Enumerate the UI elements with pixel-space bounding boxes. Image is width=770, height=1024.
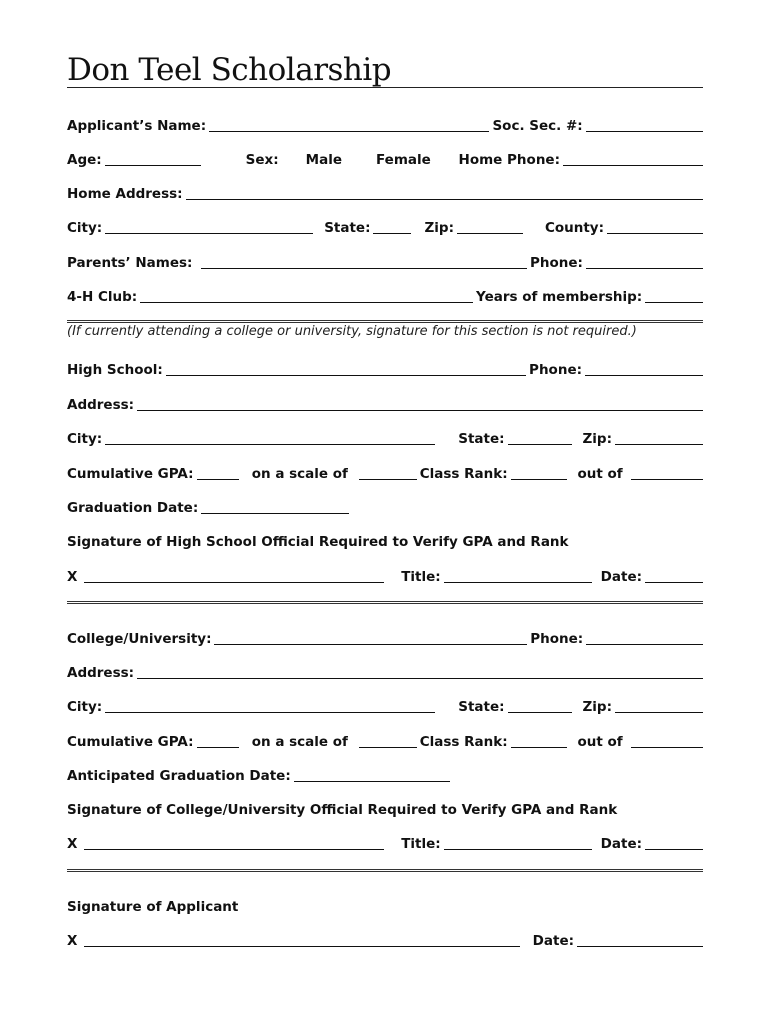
city-field[interactable]	[105, 221, 313, 234]
applicant-date-label: Date:	[532, 933, 574, 949]
section-divider-college	[67, 869, 703, 872]
applicant-signature-field[interactable]	[84, 934, 520, 947]
college-outof-label: out of	[577, 734, 623, 750]
college-date-label: Date:	[600, 836, 642, 852]
applicant-signature-heading: Signature of Applicant	[67, 899, 239, 915]
hs-outof-label: out of	[577, 466, 623, 482]
hs-gpa-field[interactable]	[197, 467, 240, 480]
row-club-years	[67, 285, 703, 305]
row-home-address	[67, 182, 703, 202]
hs-zip-label: Zip:	[582, 431, 612, 447]
hs-scale-label: on a scale of	[251, 466, 348, 482]
hs-title-label: Title:	[401, 569, 441, 585]
college-state-field[interactable]	[508, 700, 572, 713]
form-title: Don Teel Scholarship	[67, 52, 392, 88]
row-college-gpa-rank	[67, 730, 703, 750]
county-label: County:	[544, 220, 604, 236]
row-hs-city-state-zip	[67, 427, 703, 447]
age-field[interactable]	[105, 153, 201, 166]
row-applicant-signature	[67, 929, 703, 949]
college-phone-label: Phone:	[530, 631, 584, 647]
hs-graduation-label: Graduation Date:	[67, 500, 199, 516]
row-hs-signature	[67, 565, 703, 585]
row-applicant-name	[67, 114, 703, 134]
college-x-label: X	[67, 836, 78, 852]
title-underline	[67, 87, 703, 88]
hs-phone-label: Phone:	[529, 362, 582, 378]
form-header	[67, 50, 703, 90]
college-address-label: Address:	[67, 665, 135, 681]
college-note: (If currently attending a college or university, signature for this section is not required.)	[67, 324, 637, 339]
high-school-field[interactable]	[166, 363, 526, 376]
row-college-graduation	[67, 764, 703, 784]
applicant-date-field[interactable]	[577, 934, 703, 947]
hs-gpa-label: Cumulative GPA:	[67, 466, 194, 482]
college-city-field[interactable]	[105, 700, 435, 713]
hs-scale-field[interactable]	[359, 467, 417, 480]
home-phone-label: Home Phone:	[458, 152, 560, 168]
home-address-label: Home Address:	[67, 186, 183, 202]
state-field[interactable]	[373, 221, 411, 234]
parents-names-field[interactable]	[201, 256, 527, 269]
hs-graduation-field[interactable]	[201, 501, 349, 514]
row-city-state-zip-county	[67, 216, 703, 236]
high-school-label: High School:	[67, 362, 163, 378]
college-state-label: State:	[458, 699, 505, 715]
hs-phone-field[interactable]	[585, 363, 703, 376]
hs-address-label: Address:	[67, 397, 135, 413]
hs-state-label: State:	[458, 431, 505, 447]
college-scale-field[interactable]	[359, 735, 417, 748]
college-date-field[interactable]	[645, 837, 703, 850]
hs-address-field[interactable]	[137, 398, 703, 411]
hs-zip-field[interactable]	[615, 432, 703, 445]
college-title-field[interactable]	[444, 837, 592, 850]
row-college-signature	[67, 832, 703, 852]
row-hs-gpa-rank	[67, 462, 703, 482]
row-hs-address	[67, 393, 703, 413]
parents-names-label: Parents’ Names:	[67, 255, 193, 271]
ssn-field[interactable]	[586, 119, 703, 132]
college-outof-field[interactable]	[631, 735, 703, 748]
hs-title-field[interactable]	[444, 570, 592, 583]
years-membership-label: Years of membership:	[476, 289, 643, 305]
college-field[interactable]	[214, 632, 527, 645]
sex-label: Sex:	[245, 152, 279, 168]
row-hs-graduation	[67, 496, 703, 516]
row-high-school	[67, 358, 703, 378]
college-city-label: City:	[67, 699, 103, 715]
applicant-name-field[interactable]	[209, 119, 489, 132]
applicant-name-label: Applicant’s Name:	[67, 118, 207, 134]
hs-city-field[interactable]	[105, 432, 435, 445]
row-parents-phone	[67, 251, 703, 271]
row-college	[67, 627, 703, 647]
club-field[interactable]	[140, 290, 473, 303]
college-signature-field[interactable]	[84, 837, 384, 850]
college-signature-heading: Signature of College/University Official Required to Verify GPA and Rank	[67, 802, 618, 818]
college-scale-label: on a scale of	[251, 734, 348, 750]
ssn-label: Soc. Sec. #:	[492, 118, 583, 134]
parents-phone-field[interactable]	[586, 256, 703, 269]
parents-phone-label: Phone:	[529, 255, 583, 271]
section-divider-hs	[67, 601, 703, 604]
hs-date-field[interactable]	[645, 570, 703, 583]
sex-option-female[interactable]: Female	[376, 152, 431, 168]
hs-signature-heading: Signature of High School Official Required to Verify GPA and Rank	[67, 534, 569, 550]
college-zip-field[interactable]	[615, 700, 703, 713]
applicant-x-label: X	[67, 933, 78, 949]
row-college-sig-heading	[67, 798, 703, 818]
row-college-city-state-zip	[67, 695, 703, 715]
county-field[interactable]	[607, 221, 703, 234]
state-label: State:	[324, 220, 371, 236]
sex-option-male[interactable]: Male	[305, 152, 342, 168]
hs-rank-label: Class Rank:	[419, 466, 508, 482]
home-phone-field[interactable]	[563, 153, 703, 166]
college-gpa-field[interactable]	[197, 735, 240, 748]
section-divider	[67, 320, 703, 323]
row-applicant-sig-heading	[67, 895, 703, 915]
zip-field[interactable]	[457, 221, 523, 234]
college-title-label: Title:	[401, 836, 441, 852]
row-age-sex-phone	[67, 148, 703, 168]
row-hs-sig-heading	[67, 530, 703, 550]
years-membership-field[interactable]	[645, 290, 703, 303]
age-label: Age:	[67, 152, 102, 168]
hs-state-field[interactable]	[508, 432, 572, 445]
hs-city-label: City:	[67, 431, 103, 447]
college-graduation-field[interactable]	[294, 769, 450, 782]
college-phone-field[interactable]	[586, 632, 703, 645]
college-address-field[interactable]	[137, 666, 703, 679]
college-rank-label: Class Rank:	[419, 734, 508, 750]
college-rank-field[interactable]	[511, 735, 567, 748]
club-label: 4-H Club:	[67, 289, 138, 305]
hs-x-label: X	[67, 569, 78, 585]
city-label: City:	[67, 220, 103, 236]
row-college-address	[67, 661, 703, 681]
college-gpa-label: Cumulative GPA:	[67, 734, 194, 750]
zip-label: Zip:	[424, 220, 454, 236]
college-zip-label: Zip:	[582, 699, 612, 715]
hs-signature-field[interactable]	[84, 570, 384, 583]
college-label: College/University:	[67, 631, 212, 647]
college-graduation-label: Anticipated Graduation Date:	[67, 768, 291, 784]
hs-outof-field[interactable]	[631, 467, 703, 480]
home-address-field[interactable]	[186, 187, 703, 200]
hs-date-label: Date:	[600, 569, 642, 585]
hs-rank-field[interactable]	[511, 467, 567, 480]
